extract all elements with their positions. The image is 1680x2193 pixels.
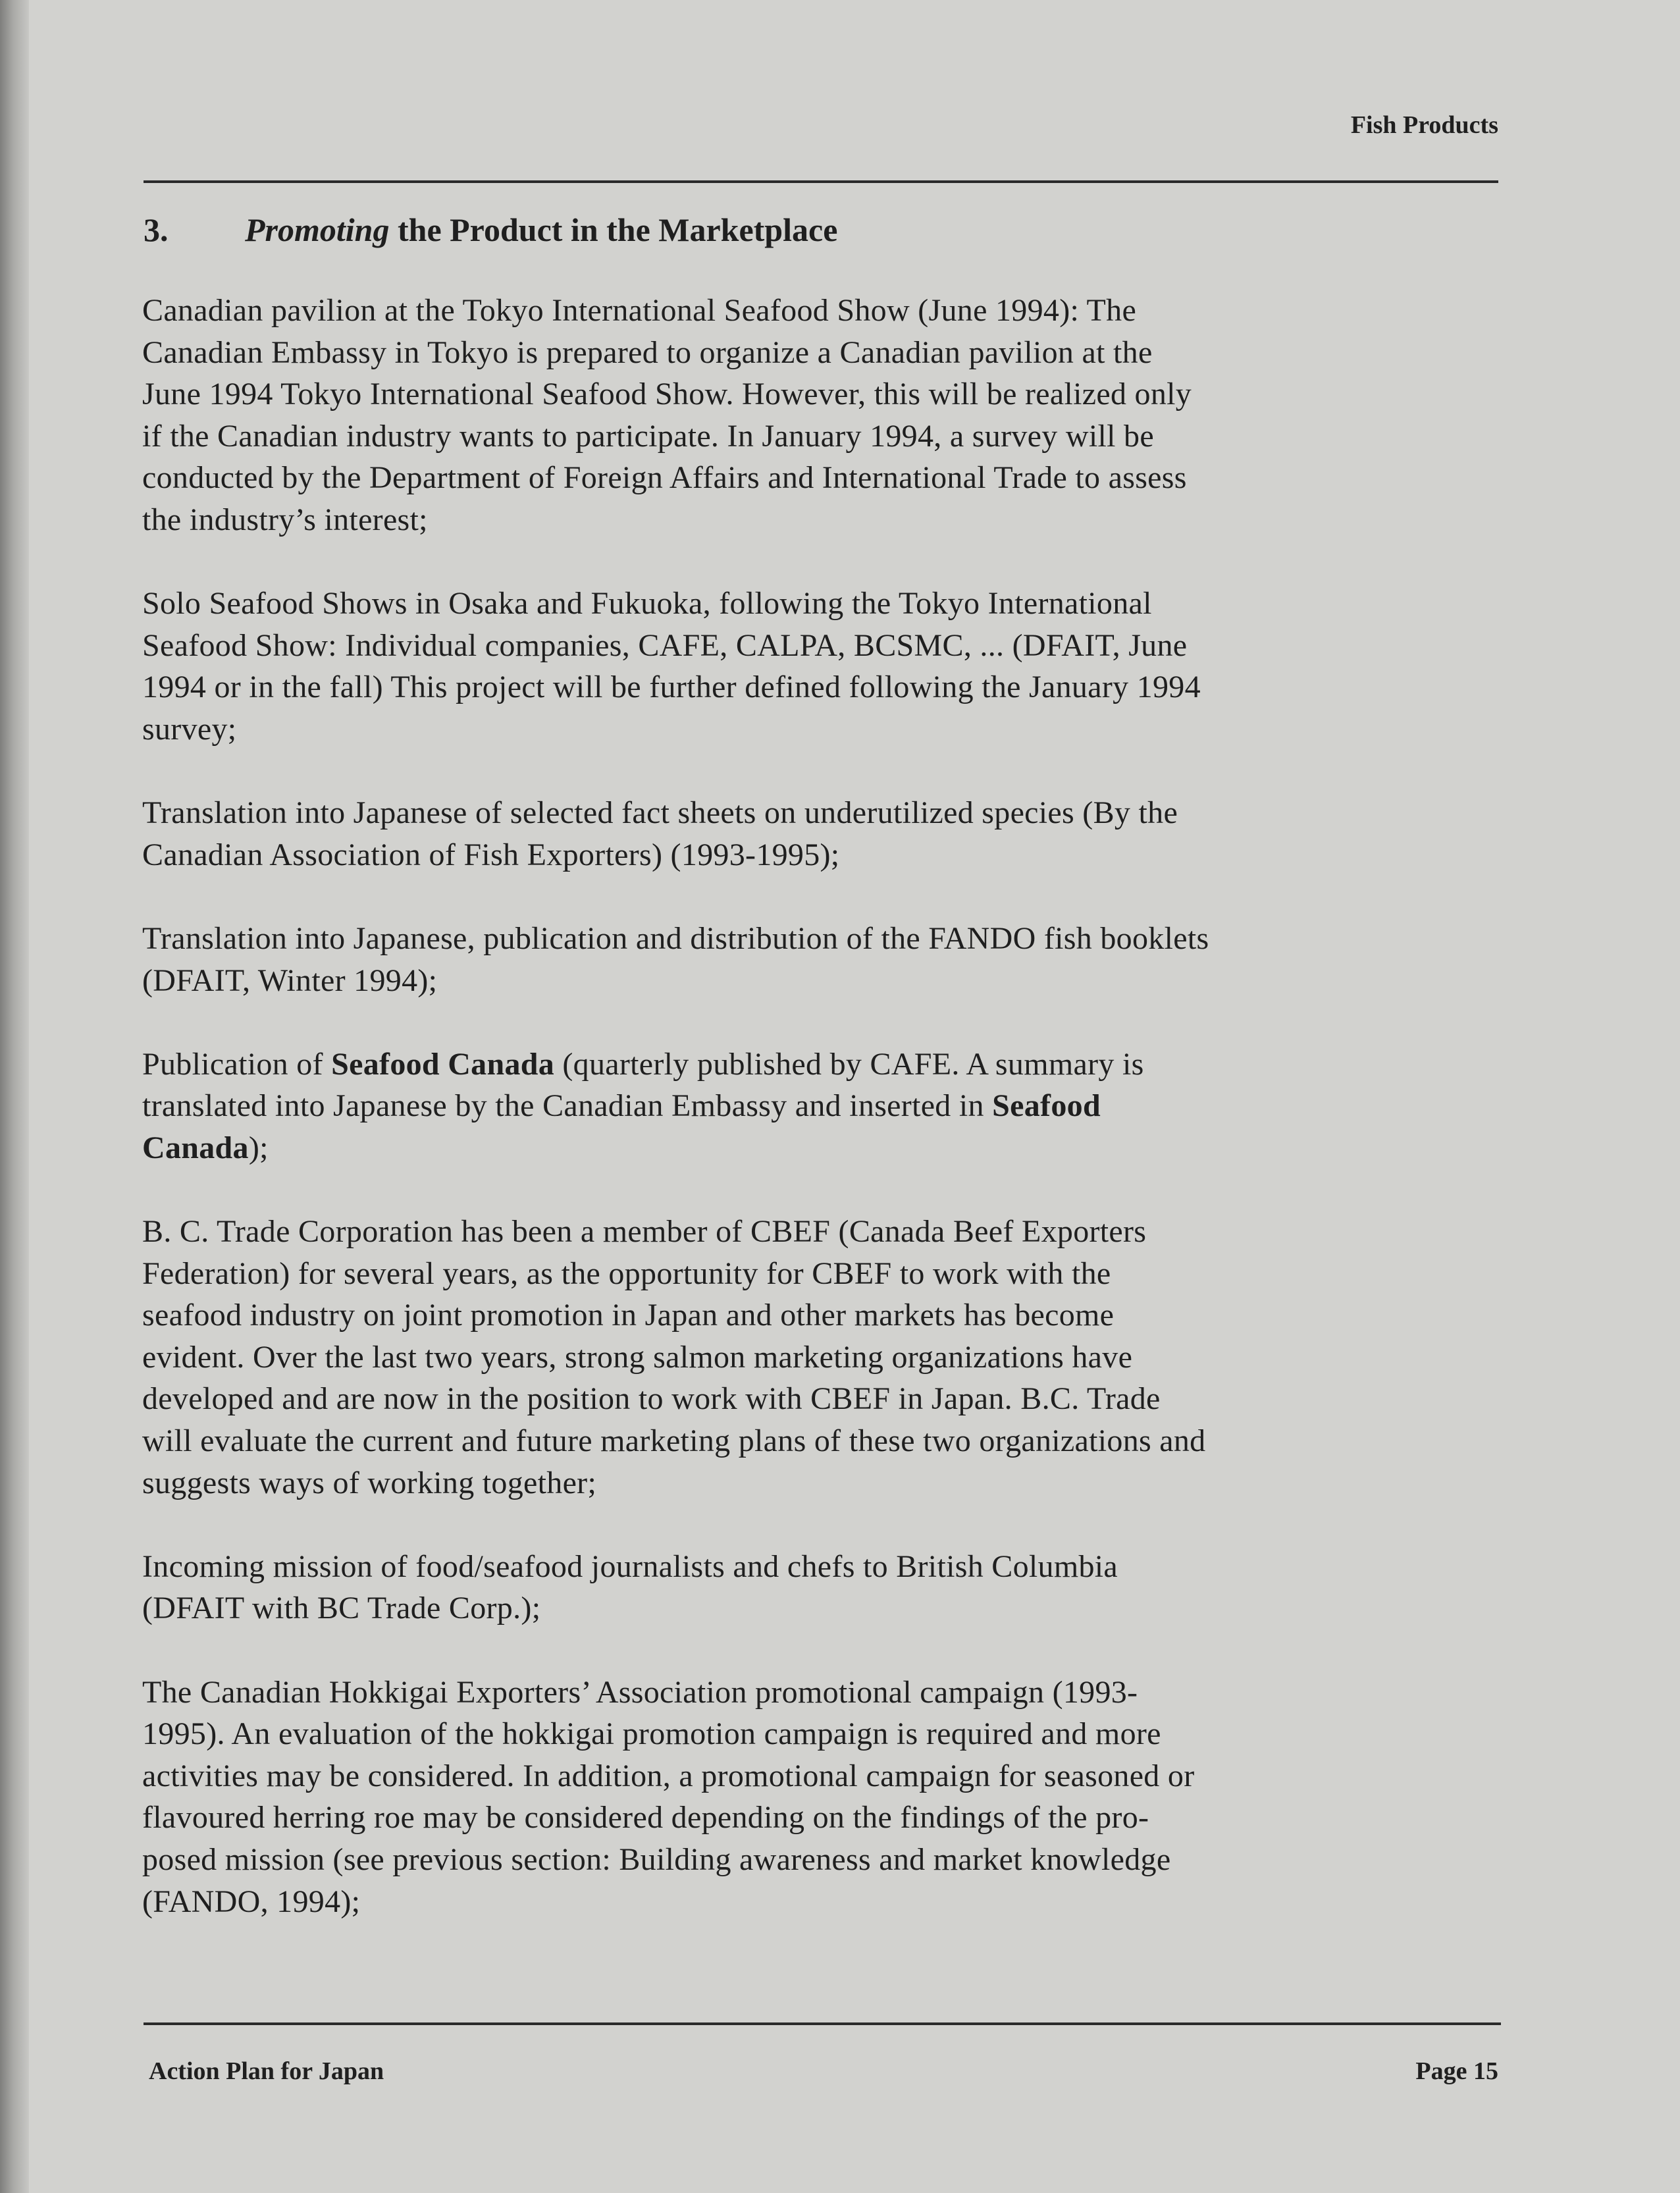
publication-title: Seafood Canada [331, 1046, 555, 1082]
text-line: Seafood Show: Individual companies, CAFE, CALPA, BCSMC, ... (DFAIT, June [142, 627, 1188, 663]
paragraph-solo-shows [142, 583, 1505, 750]
section-title-emphasis: Promoting [245, 211, 390, 248]
text-line: (DFAIT with BC Trade Corp.); [142, 1591, 541, 1626]
paragraph-bc-trade [142, 1211, 1505, 1504]
text-line: Canadian pavilion at the Tokyo International Seafood Show (June 1994): The [142, 293, 1137, 328]
publication-title: Canada [142, 1130, 249, 1165]
text-run: ); [248, 1130, 269, 1165]
text-line: Solo Seafood Shows in Osaka and Fukuoka, following the Tokyo International [142, 586, 1152, 621]
section-number: 3. [144, 211, 169, 248]
section-heading [144, 211, 837, 249]
paragraph-seafood-canada [142, 1044, 1505, 1169]
text-line: B. C. Trade Corporation has been a member of CBEF (Canada Beef Exporters [142, 1214, 1147, 1250]
text-line: June 1994 Tokyo International Seafood Show. However, this will be realized only [142, 377, 1192, 412]
text-line: Translation into Japanese of selected fact sheets on underutilized species (By the [142, 795, 1178, 831]
text-line: flavoured herring roe may be considered depending on the findings of the pro- [142, 1800, 1149, 1836]
text-line: Federation) for several years, as the opportunity for CBEF to work with the [142, 1255, 1111, 1291]
text-line [142, 1127, 1505, 1169]
text-run: Publication of [142, 1046, 332, 1082]
page-binding-edge [0, 0, 29, 2193]
paragraph-fact-sheets [142, 792, 1505, 876]
text-line: (FANDO, 1994); [142, 1884, 361, 1919]
paragraph-fando-booklets [142, 918, 1505, 1001]
header-rule [144, 180, 1498, 183]
text-line: evident. Over the last two years, strong salmon marketing organizations have [142, 1339, 1133, 1375]
footer-document-title: Action Plan for Japan [149, 2057, 384, 2085]
text-run: translated into Japanese by the Canadian Embassy and inserted in [142, 1088, 993, 1124]
text-line: survey; [142, 711, 237, 747]
text-line: activities may be considered. In addition, a promotional campaign for seasoned or [142, 1758, 1195, 1793]
paragraph-tokyo-pavilion [142, 290, 1505, 541]
text-line: posed mission (see previous section: Building awareness and market knowledge [142, 1841, 1171, 1877]
text-line: seafood industry on joint promotion in Japan and other markets has become [142, 1298, 1115, 1333]
footer-rule [144, 2022, 1501, 2025]
footer-page-number: Page 15 [1415, 2057, 1498, 2085]
text-line: developed and are now in the position to work with CBEF in Japan. B.C. Trade [142, 1381, 1161, 1417]
paragraph-incoming-mission [142, 1546, 1505, 1629]
text-line: suggests ways of working together; [142, 1465, 597, 1500]
text-line: (DFAIT, Winter 1994); [142, 963, 438, 998]
text-line: Translation into Japanese, publication and distribution of the FANDO fish booklets [142, 920, 1209, 956]
text-line: Canadian Association of Fish Exporters) (1993-1995); [142, 837, 840, 872]
running-header: Fish Products [1350, 111, 1498, 139]
text-line [142, 1085, 1505, 1127]
text-line: if the Canadian industry wants to participate. In January 1994, a survey will be [142, 418, 1154, 454]
text-line: the industry’s interest; [142, 502, 428, 537]
text-run: (quarterly published by CAFE. A summary is [554, 1046, 1144, 1082]
body-text [142, 290, 1505, 1965]
text-line: Incoming mission of food/seafood journalists and chefs to British Columbia [142, 1548, 1118, 1584]
text-line: will evaluate the current and future marketing plans of these two organizations and [142, 1423, 1206, 1459]
text-line: Canadian Embassy in Tokyo is prepared to organize a Canadian pavilion at the [142, 334, 1153, 370]
publication-title: Seafood [992, 1088, 1101, 1124]
text-line: conducted by the Department of Foreign Affairs and International Trade to assess [142, 460, 1187, 496]
text-line: The Canadian Hokkigai Exporters’ Association promotional campaign (1993- [142, 1674, 1138, 1710]
text-line [142, 1044, 1505, 1086]
text-line: 1995). An evaluation of the hokkigai promotion campaign is required and more [142, 1716, 1161, 1752]
paragraph-hokkigai-campaign [142, 1672, 1505, 1923]
text-line: 1994 or in the fall) This project will be further defined following the January 1994 [142, 670, 1201, 705]
section-title-rest: the Product in the Marketplace [389, 211, 838, 248]
